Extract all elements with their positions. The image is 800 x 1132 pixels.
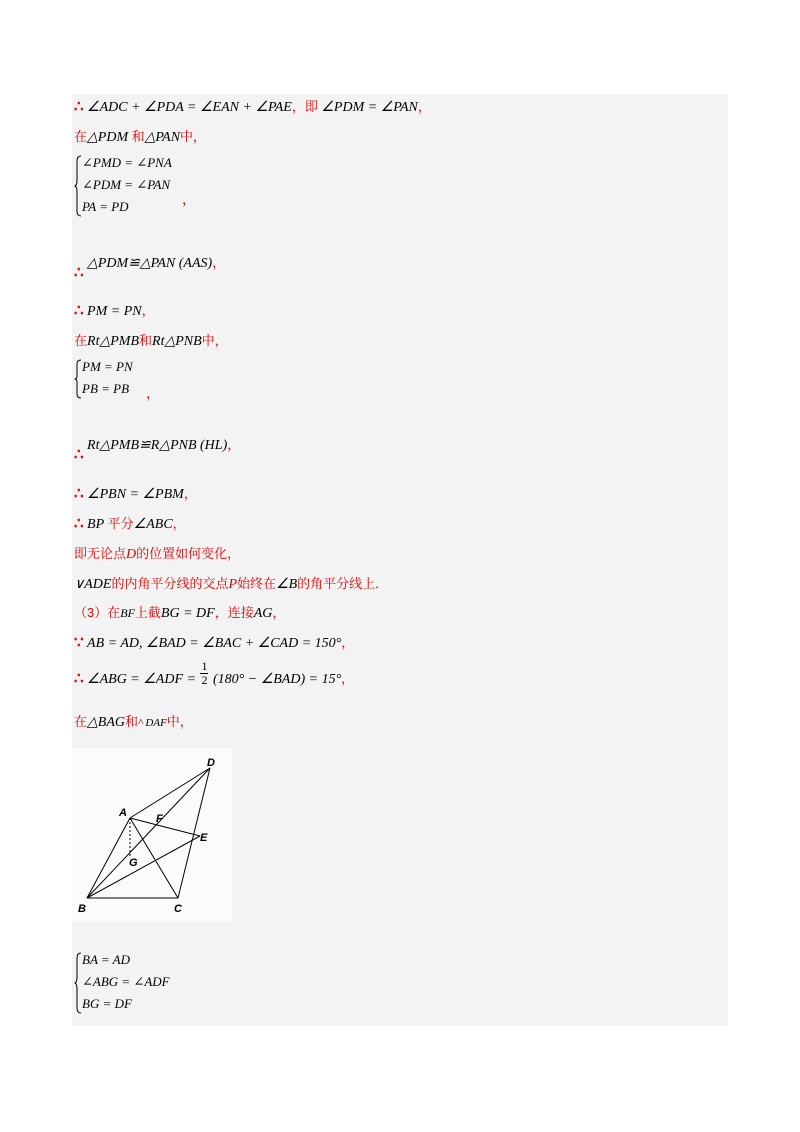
proof-line-14 [74,711,193,731]
equation-system-2 [74,359,234,403]
segment-BD [87,768,210,898]
left-brace [74,359,82,399]
connector-text: ，即 [291,99,318,114]
text: 和 [125,714,139,729]
text: 在 [74,333,88,348]
system-row: ∠PDM = ∠PAN [82,177,171,192]
system-row: BA = AD [82,952,131,967]
proof-line-13 [74,660,354,696]
proof-line-6 [74,434,241,463]
label-G: G [129,857,138,869]
punctuation: ， [341,635,355,650]
text: 平分 [107,516,134,531]
text: 上截 [134,605,161,620]
text: 在 [74,129,88,144]
triangle-name: △BAG [87,715,125,730]
text: （3）在 [74,605,121,620]
angle-equation: ∠ADC + ∠PDA = ∠EAN + ∠PAE [87,100,292,115]
text: ，连接 [214,605,254,620]
text: 的内角平分线的交点 [111,576,229,591]
angle-name: ∠B [276,577,298,592]
system-row: ∠ABG = ∠ADF [82,974,170,989]
punctuation: ， [172,516,186,531]
triangle-name: Rt△PMB [87,334,139,349]
angle-equation: ∠PDM = ∠PAN [321,100,418,115]
fraction-numerator: 1 [201,659,208,673]
system-row: PB = PB [82,381,130,396]
proof-line-2 [74,126,206,146]
system-row: BG = DF [82,996,132,1011]
fraction-denominator: 2 [201,673,208,687]
punctuation: ， [183,486,197,501]
angle-name: ∠ABC [133,517,173,532]
punctuation: ， [272,605,286,620]
equation: PM = PN [87,304,142,319]
text: 的位置如何变化， [136,546,241,561]
equation-system-1 [74,155,274,221]
point-name: P [228,577,238,592]
therefore-symbol: ∴ [74,303,84,319]
punctuation: ， [212,255,226,270]
left-brace [74,952,82,1014]
segment-name: AG [253,606,273,621]
equation: (180° − ∠BAD) = 15° [212,672,342,687]
equation-system-3 [74,952,274,1018]
punctuation: ， [341,671,355,686]
text: 和 [139,333,153,348]
system-row: ∠PMD = ∠PNA [82,155,172,170]
triangle-name: △PAN [144,130,181,145]
proof-line-10 [74,573,388,593]
proof-line-11 [74,602,285,622]
segment-AE [130,818,200,836]
proof-line-3 [74,252,226,281]
congruence-statement: △PDM≌△PAN (AAS) [87,256,213,271]
triangle-name: Rt△PNB [152,334,202,349]
punctuation: ， [141,303,155,318]
label-B: B [78,903,86,915]
geometry-diagram [72,748,232,922]
therefore-symbol: ∴ [74,486,84,502]
proof-line-9 [74,543,240,563]
text: 在 [74,714,88,729]
therefore-symbol: ∴ [74,447,84,463]
triangle-name: ∨ADE [74,577,112,592]
proof-line-5 [74,330,228,350]
label-F: F [156,813,163,825]
proof-line-12 [74,632,354,652]
system-row: PM = PN [82,359,133,374]
text: 中， [180,129,207,144]
text: 中， [166,714,193,729]
congruence-statement: Rt△PMB≌R△PNB (HL) [87,438,228,453]
label-E: E [200,832,208,844]
because-symbol: ∵ [74,635,84,651]
equation: AB = AD, ∠BAD = ∠BAC + ∠CAD = 150° [87,636,342,651]
label-C: C [174,903,182,915]
equation: BG = DF [160,606,215,621]
proof-line-7 [74,483,197,503]
triangle-name: △PDM [87,130,129,145]
proof-line-1 [74,96,431,116]
text: 中， [201,333,228,348]
therefore-symbol: ∴ [74,516,84,532]
punctuation: ， [182,193,196,208]
proof-line-4 [74,300,155,320]
point-name: D [126,547,137,562]
segment-name: BF [120,606,135,620]
system-row: PA = PD [82,199,129,214]
punctuation: ， [227,437,241,452]
therefore-symbol: ∴ [74,671,84,687]
text: 始终在 [237,576,277,591]
text: 和 [131,129,145,144]
therefore-symbol: ∴ [74,265,84,281]
fraction-one-half [200,660,208,687]
punctuation: ， [146,387,160,402]
equation: ∠ABG = ∠ADF = [87,672,196,687]
proof-line-8 [74,513,186,533]
label-D: D [207,757,215,769]
therefore-symbol: ∴ [74,99,84,115]
punctuation: ， [417,99,431,114]
text: 的角平分线上． [297,576,389,591]
text: 即无论点 [74,546,127,561]
equation: ∠PBN = ∠PBM [87,487,184,502]
label-A: A [119,807,127,819]
geometry-figure [72,748,232,922]
triangle-name: ^ DAF [138,717,167,729]
segment-name: BP [87,517,105,532]
left-brace [74,155,82,217]
